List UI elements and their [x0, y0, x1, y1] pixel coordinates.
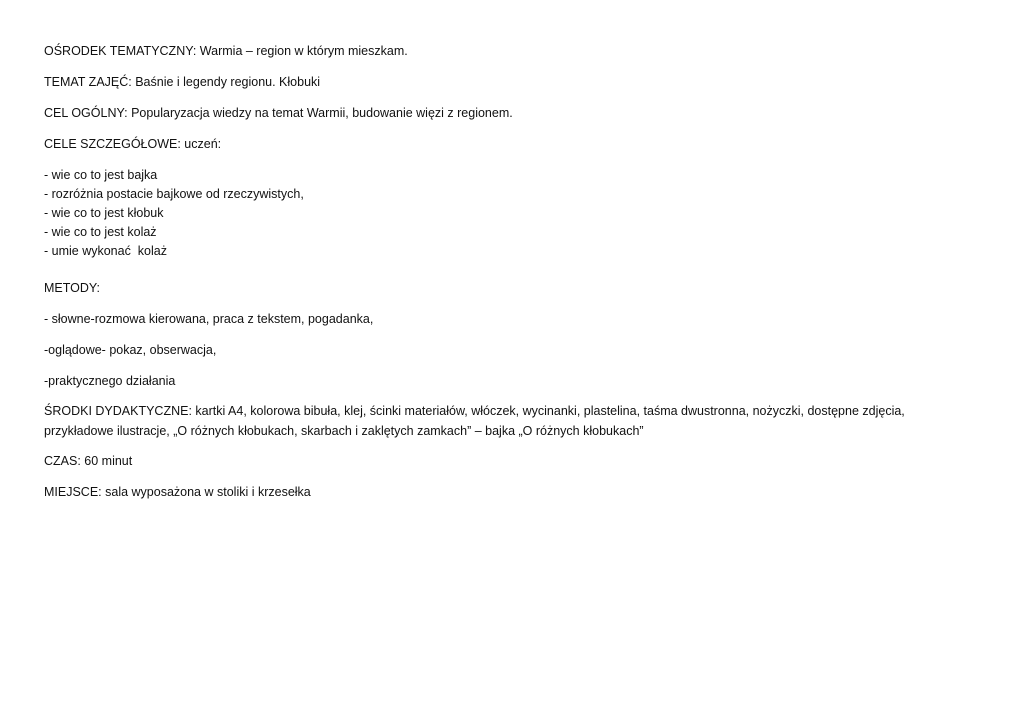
list-item: - rozróżnia postacie bajkowe od rzeczywistych,	[44, 187, 304, 201]
cel-ogolny: CEL OGÓLNY: Popularyzacja wiedzy na temat Warmii, budowanie więzi z regionem.	[44, 106, 513, 120]
metody-heading: METODY:	[44, 281, 101, 295]
metoda-slowna: - słowne-rozmowa kierowana, praca z tekstem, pogadanka,	[44, 312, 374, 326]
cele-szczegolowe-list	[44, 166, 304, 261]
cele-szczegolowe-heading: CELE SZCZEGÓŁOWE: uczeń:	[44, 137, 222, 151]
srodki-dydaktyczne: ŚRODKI DYDAKTYCZNE: kartki A4, kolorowa bibuła, klej, ścinki materiałów, włóczek, wycinanki, plastelina, taśma dwustronna, nożyczki, dostępne zdjęcia, przykładowe ilustracje, „O różnych kłobukach, skarbach i zaklętych zamkach” – bajka „O różnych kłobukach”	[44, 404, 905, 438]
metoda-praktyczna: -praktycznego działania	[44, 374, 176, 388]
czas: CZAS: 60 minut	[44, 454, 133, 468]
osrodek-tematyczny: OŚRODEK TEMATYCZNY: Warmia – region w którym mieszkam.	[44, 44, 408, 58]
miejsce: MIEJSCE: sala wyposażona w stoliki i krzesełka	[44, 485, 311, 499]
list-item: - wie co to jest bajka	[44, 168, 158, 182]
list-item: - wie co to jest kłobuk	[44, 206, 164, 220]
metoda-ogladowa: -oglądowe- pokaz, obserwacja,	[44, 343, 217, 357]
list-item: - umie wykonać kolaż	[44, 244, 167, 258]
list-item: - wie co to jest kolaż	[44, 225, 157, 239]
temat-zajec: TEMAT ZAJĘĆ: Baśnie i legendy regionu. Kłobuki	[44, 75, 321, 89]
